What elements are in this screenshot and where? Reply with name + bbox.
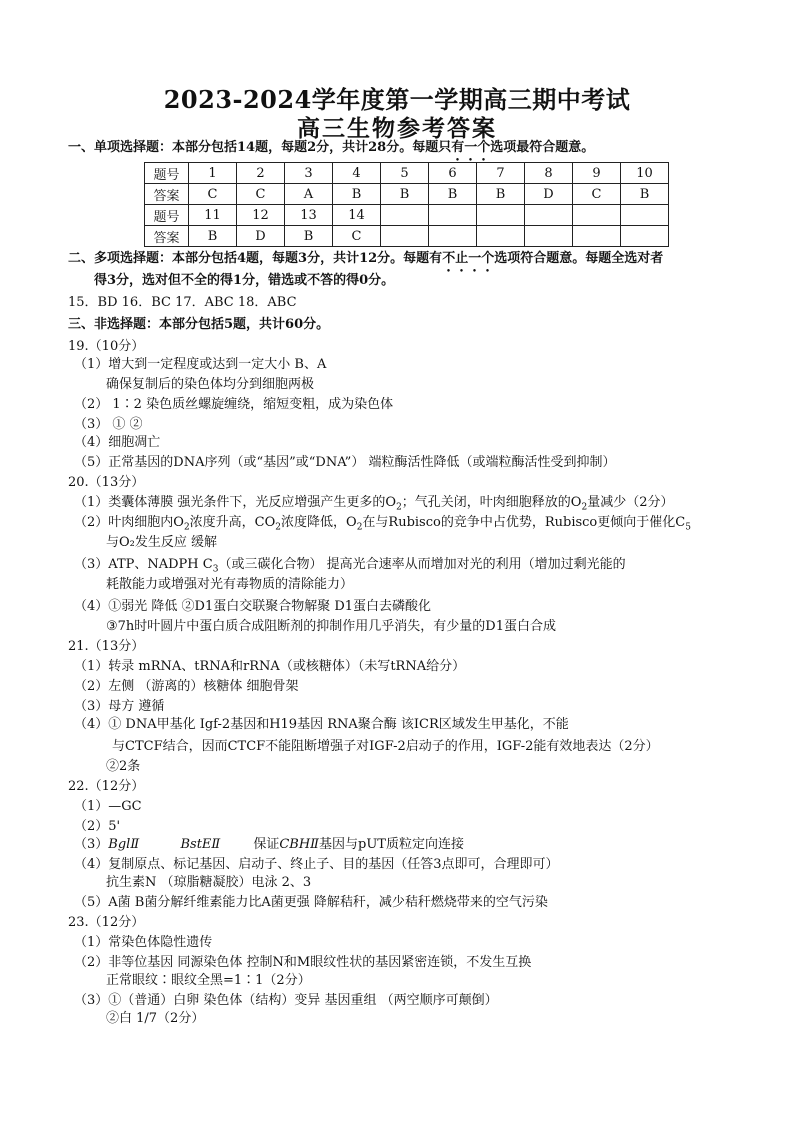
q22-answer-line: （1）—GC <box>74 799 142 814</box>
table-cell: 1 <box>189 163 237 184</box>
table-cell <box>573 205 621 226</box>
table-cell: B <box>429 184 477 205</box>
section2-heading: 二、多项选择题：本部分包括4题，每题3分，共计12分。每题有不止一个选项符合题意。每题全选对者 <box>68 251 664 266</box>
table-cell: C <box>573 184 621 205</box>
table-cell <box>429 205 477 226</box>
q22-heading: 22.（12分） <box>68 779 145 794</box>
table-cell: 11 <box>189 205 237 226</box>
q22-answer-line: （5）A菌 B菌分解纤维素能力比A菌更强 降解秸秆，减少秸秆燃烧带来的空气污染 <box>74 895 548 910</box>
q21-answer-line: （1）转录 mRNA、tRNA和rRNA（或核糖体）（未写tRNA给分） <box>74 659 466 674</box>
table-cell: B <box>333 184 381 205</box>
table-cell <box>381 205 429 226</box>
q23-answer-line: ②白 1/7（2分） <box>106 1011 205 1026</box>
table-cell: 9 <box>573 163 621 184</box>
table-cell: C <box>189 184 237 205</box>
q20-answer-line: （3）ATP、NADPH $C_3$（或三碳化合物） 提高光合速率从而增加对光的利用（增加过剩光能的 <box>74 557 626 575</box>
q21-answer-line: （3）母方 遵循 <box>74 699 165 714</box>
table-cell: 题号 <box>145 163 189 184</box>
q20-answer-line: ③7h时叶圆片中蛋白质合成阻断剂的抑制作用几乎消失，有少量的D1蛋白合成 <box>106 619 556 634</box>
q23-answer-line: （3）①（普通）白卵 染色体（结构）变异 基因重组 （两空顺序可颠倒） <box>74 993 498 1008</box>
table-cell: 答案 <box>145 226 189 247</box>
table-cell: 3 <box>285 163 333 184</box>
table-cell <box>429 226 477 247</box>
table-cell <box>525 205 573 226</box>
table-cell <box>381 226 429 247</box>
table-cell: C <box>333 226 381 247</box>
q20-answer-line: 与O₂发生反应 缓解 <box>106 535 218 550</box>
table-cell: D <box>525 184 573 205</box>
table-cell: B <box>477 184 525 205</box>
q23-answer-line: （1）常染色体隐性遗传 <box>74 935 213 950</box>
q23-heading: 23.（12分） <box>68 915 145 930</box>
section2-heading-cont: 得3分，选对但不全的得1分，错选或不答的得0分。 <box>94 273 395 288</box>
table-cell: B <box>189 226 237 247</box>
q21-answer-line: 与CTCF结合，因而CTCF不能阻断增强子对IGF-2启动子的作用，IGF-2能有效地表达（2分） <box>112 739 659 754</box>
table-cell: 2 <box>237 163 285 184</box>
q20-answer-line: （4）①弱光 降低 ②D1蛋白交联聚合物解聚 D1蛋白去磷酸化 <box>74 599 432 614</box>
table-cell: 12 <box>237 205 285 226</box>
section1-heading: 一、单项选择题：本部分包括14题，每题2分，共计28分。每题只有一个选项最符合题意。 <box>68 140 595 155</box>
table-cell: 7 <box>477 163 525 184</box>
q20-answer-line: （2）叶肉细胞内$O_2$浓度升高，$CO_2$浓度降低，$O_2$在与Rubisco的竞争中占优势，Rubisco更倾向于催化$C_5$ <box>74 515 691 533</box>
q21-heading: 21.（13分） <box>68 639 145 654</box>
table-cell: 14 <box>333 205 381 226</box>
table-cell: C <box>237 184 285 205</box>
q19-answer-line: （3） ① ② <box>74 417 143 432</box>
q23-answer-line: （2）非等位基因 同源染色体 控制N和M眼纹性状的基因紧密连锁，不发生互换 <box>74 955 532 970</box>
q20-answer-line: （1）类囊体薄膜 强光条件下，光反应增强产生更多的$O_2$；气孔关闭，叶肉细胞释放的$O_2$量减少（2分） <box>74 495 674 513</box>
q19-heading: 19.（10分） <box>68 339 145 354</box>
answer-key-title: 高三生物参考答案 <box>297 115 497 142</box>
q21-answer-line: ②2条 <box>106 759 141 774</box>
q19-answer-line: （5）正常基因的DNA序列（或“基因”或“DNA”） 端粒酶活性降低（或端粒酶活性受到抑制） <box>74 455 616 470</box>
table-row <box>145 226 669 247</box>
q22-answer-line: （2）5' <box>74 819 121 834</box>
table-row <box>145 205 669 226</box>
table-cell: 4 <box>333 163 381 184</box>
q20-heading: 20.（13分） <box>68 475 145 490</box>
q19-answer-line: 确保复制后的染色体均分到细胞两极 <box>106 377 315 392</box>
q23-answer-line: 正常眼纹∶眼纹全黑=1∶1（2分） <box>106 973 311 988</box>
table-cell <box>621 205 669 226</box>
answer-table <box>144 162 669 247</box>
table-cell <box>573 226 621 247</box>
table-cell: 6 <box>429 163 477 184</box>
table-cell: B <box>621 184 669 205</box>
multiple-choice-answers: 15．BD 16．BC 17．ABC 18．ABC <box>68 295 297 310</box>
table-cell: 13 <box>285 205 333 226</box>
table-cell: A <box>285 184 333 205</box>
table-cell: 答案 <box>145 184 189 205</box>
q20-answer-line: 耗散能力或增强对光有毒物质的清除能力） <box>106 577 354 592</box>
table-cell <box>525 226 573 247</box>
q21-answer-line: （4）① DNA甲基化 Igf-2基因和H19基因 RNA聚合酶 该ICR区域发生甲基化，不能 <box>74 717 569 732</box>
q21-answer-line: （2）左侧 （游离的）核糖体 细胞骨架 <box>74 679 299 694</box>
table-cell: B <box>381 184 429 205</box>
table-cell: 题号 <box>145 205 189 226</box>
q19-answer-line: （4）细胞凋亡 <box>74 435 161 450</box>
q19-answer-line: （1）增大到一定程度或达到一定大小 B、A <box>74 357 327 372</box>
q22-answer-line: 抗生素N （琼脂糖凝胶）电泳 2、3 <box>106 875 312 890</box>
table-row <box>145 163 669 184</box>
exam-title: 2023-2024学年度第一学期高三期中考试 <box>163 85 631 114</box>
table-cell: 8 <box>525 163 573 184</box>
q19-answer-line: （2） 1∶2 染色质丝螺旋缠绕，缩短变粗，成为染色体 <box>74 397 394 412</box>
table-cell: 10 <box>621 163 669 184</box>
section3-heading: 三、非选择题：本部分包括5题，共计60分。 <box>68 317 330 332</box>
table-row <box>145 184 669 205</box>
q22-answer-line: （4）复制原点、标记基因、启动子、终止子、目的基因（任答3点即可，合理即可） <box>74 857 559 872</box>
table-cell <box>477 205 525 226</box>
q22-answer-line: （3）BglⅡ BstEⅡ 保证CBHⅡ基因与pUT质粒定向连接 <box>74 837 464 852</box>
table-cell: 5 <box>381 163 429 184</box>
table-cell: D <box>237 226 285 247</box>
table-cell: B <box>285 226 333 247</box>
table-cell <box>621 226 669 247</box>
table-cell <box>477 226 525 247</box>
